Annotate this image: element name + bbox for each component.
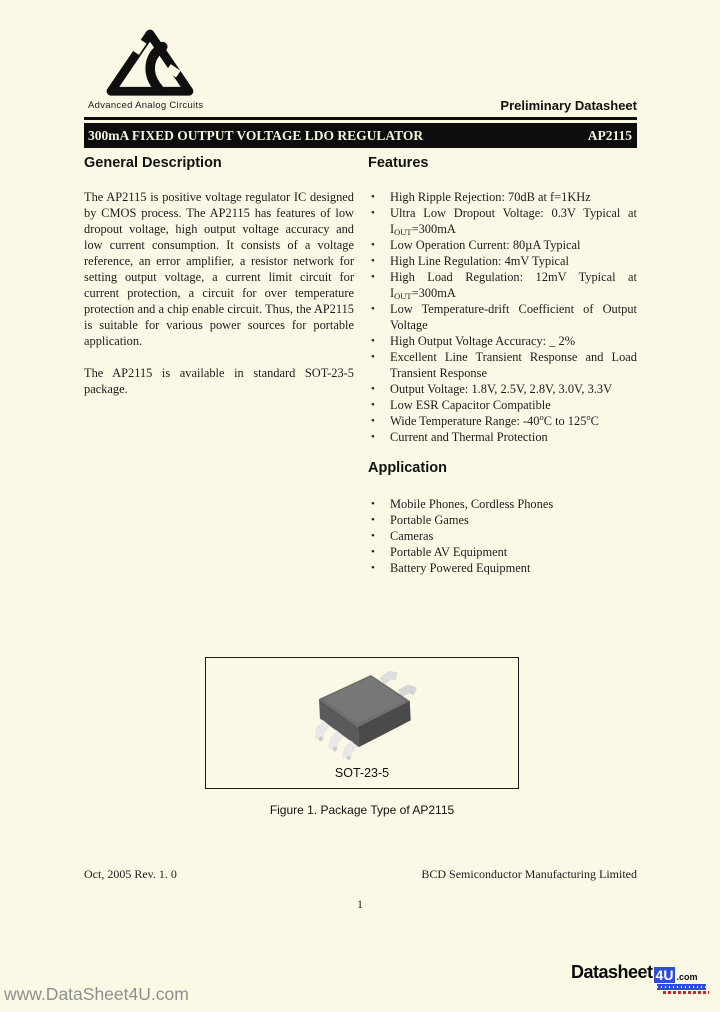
list-item — [368, 349, 637, 381]
content-columns — [84, 155, 637, 576]
list-item-text: Cameras — [390, 529, 434, 543]
list-item — [368, 237, 637, 253]
bullet-icon: • — [371, 530, 375, 542]
list-item — [368, 496, 637, 512]
list-item — [368, 269, 637, 301]
list-item — [368, 429, 637, 445]
datasheet4u-subline-bar — [663, 991, 709, 994]
paragraph: The AP2115 is available in standard SOT-23-5 package. — [84, 366, 354, 396]
package-figure-box — [205, 657, 519, 789]
bullet-icon: • — [371, 335, 375, 347]
list-item-text: Mobile Phones, Cordless Phones — [390, 497, 554, 511]
bullet-icon: • — [371, 191, 375, 203]
bullet-icon: • — [371, 383, 375, 395]
list-item-text: High Output Voltage Accuracy: _ 2% — [390, 334, 576, 348]
list-item — [368, 205, 637, 237]
document-title: 300mA FIXED OUTPUT VOLTAGE LDO REGULATOR — [88, 127, 424, 143]
list-item-text: Battery Powered Equipment — [390, 561, 531, 575]
list-item — [368, 301, 637, 333]
general-description-section — [84, 155, 354, 576]
list-item — [368, 253, 637, 269]
datasheet4u-logo-text-blue: 4U — [655, 967, 674, 983]
list-item — [368, 544, 637, 560]
list-item-text: Portable AV Equipment — [390, 545, 508, 559]
page-number: 1 — [357, 897, 363, 911]
list-item-text: High Line Regulation: 4mV Typical — [390, 254, 570, 268]
list-item — [368, 333, 637, 349]
bullet-icon: • — [371, 415, 375, 427]
bullet-icon: • — [371, 498, 375, 510]
package-label: SOT-23-5 — [334, 766, 390, 780]
features-application-section — [368, 155, 637, 576]
bullet-icon: • — [371, 207, 375, 219]
list-item-text: Portable Games — [390, 513, 469, 527]
features-list — [368, 189, 637, 445]
bullet-icon: • — [371, 399, 375, 411]
datasheet4u-watermark-text: www.DataSheet4U.com — [4, 984, 189, 1004]
datasheet4u-tagline-bar — [657, 984, 706, 990]
bullet-icon: • — [371, 255, 375, 267]
application-list — [368, 496, 637, 576]
list-item-text: Wide Temperature Range: -40$^o$C to 125$^o$C — [390, 412, 599, 428]
list-item-text: Output Voltage: 1.8V, 2.5V, 2.8V, 3.0V, 3.3V — [390, 382, 613, 396]
list-item-text: High Load Regulation: 12mV Typical at $I_{OUT}=300mA$ — [390, 270, 637, 301]
list-item-text: Low ESR Capacitor Compatible — [390, 398, 551, 412]
list-item-text: Excellent Line Transient Response and Load Transient Response — [390, 350, 637, 380]
general-description-paragraphs — [84, 189, 354, 397]
bullet-icon: • — [371, 303, 375, 315]
part-number: AP2115 — [587, 127, 632, 143]
features-heading: Features — [368, 155, 429, 171]
application-heading: Application — [368, 460, 447, 476]
list-item-text: Ultra Low Dropout Voltage: 0.3V Typical at $I_{OUT}=300mA$ — [390, 206, 637, 237]
company-name: BCD Semiconductor Manufacturing Limited — [421, 867, 637, 881]
list-item — [368, 189, 637, 205]
advanced-analog-circuits-logo-icon — [100, 26, 200, 96]
list-item-text: High Ripple Rejection: 70dB at f=1KHz — [390, 190, 591, 204]
logo-caption: Advanced Analog Circuits — [88, 100, 204, 111]
datasheet4u-logo-wordmark — [571, 962, 711, 983]
preliminary-datasheet-label: Preliminary Datasheet — [500, 98, 637, 113]
bullet-icon: • — [371, 514, 375, 526]
bullet-icon: • — [371, 271, 375, 283]
sot-23-5-package-icon — [280, 662, 438, 762]
datasheet4u-logo-text-com: .com — [676, 972, 698, 982]
list-item — [368, 413, 637, 429]
list-item-text: Current and Thermal Protection — [390, 430, 548, 444]
paragraph: The AP2115 is positive voltage regulator IC designed by CMOS process. The AP2115 has features of low dropout voltage, high output voltage accuracy and low current consumption. It consists of a voltage reference, an error amplifier, a resistor network for setting output voltage, a current limit circuit for current protection, a circuit for over temperature protection and a chip enable circuit. Thus, the AP2115 is suitable for various power sources for portable application. — [84, 190, 354, 348]
list-item-text: Low Temperature-drift Coefficient of Output Voltage — [390, 302, 637, 332]
bullet-icon: • — [371, 431, 375, 443]
title-bar — [84, 123, 637, 148]
datasheet4u-logo-text-black: Datasheet — [571, 962, 653, 982]
list-item — [368, 528, 637, 544]
list-item — [368, 381, 637, 397]
list-item — [368, 560, 637, 576]
bullet-icon: • — [371, 562, 375, 574]
bullet-icon: • — [371, 239, 375, 251]
list-item — [368, 397, 637, 413]
list-item — [368, 512, 637, 528]
bullet-icon: • — [371, 546, 375, 558]
datasheet4u-logo — [571, 962, 711, 994]
general-description-heading: General Description — [84, 155, 222, 171]
header-rule — [84, 117, 637, 120]
list-item-text: Low Operation Current: 80µA Typical — [390, 238, 581, 252]
bullet-icon: • — [371, 351, 375, 363]
revision-date: Oct, 2005 Rev. 1. 0 — [84, 867, 177, 881]
figure-caption: Figure 1. Package Type of AP2115 — [269, 803, 455, 817]
